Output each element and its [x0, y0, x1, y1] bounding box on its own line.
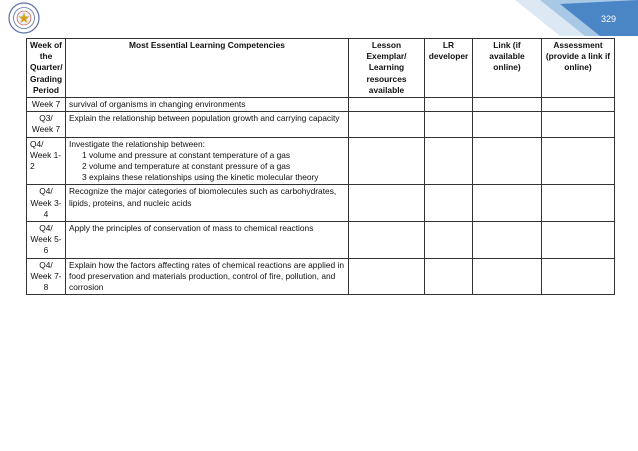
assessment-cell	[542, 98, 615, 112]
week-cell: Week 7	[27, 98, 66, 112]
developer-cell	[425, 258, 473, 295]
table-row	[27, 222, 615, 259]
developer-cell	[425, 222, 473, 259]
developer-cell	[425, 112, 473, 137]
table-header-row	[27, 39, 615, 98]
link-cell	[473, 258, 542, 295]
assessment-cell	[542, 137, 615, 185]
competency-cell: Recognize the major categories of biomolecules such as carbohydrates, lipids, proteins, and nucleic acids	[66, 185, 349, 222]
developer-cell	[425, 185, 473, 222]
developer-cell	[425, 137, 473, 185]
column-header-week: Week of the Quarter/ Grading Period	[27, 39, 66, 98]
lesson-cell	[349, 185, 425, 222]
link-cell	[473, 185, 542, 222]
week-cell: Q3/ Week 7	[27, 112, 66, 137]
developer-cell	[425, 98, 473, 112]
assessment-cell	[542, 112, 615, 137]
competency-cell: Explain how the factors affecting rates of chemical reactions are applied in food preservation and materials production, control of fire, pollution, and corrosion	[66, 258, 349, 295]
column-header-competencies: Most Essential Learning Competencies	[66, 39, 349, 98]
competency-line: 2 volume and temperature at constant pressure of a gas	[82, 161, 291, 172]
link-cell	[473, 222, 542, 259]
week-cell: Q4/ Week 1- 2	[27, 137, 66, 185]
week-cell: Q4/ Week 7- 8	[27, 258, 66, 295]
competency-cell: survival of organisms in changing environments	[66, 98, 349, 112]
assessment-cell	[542, 258, 615, 295]
competency-line: 1 volume and pressure at constant temperature of a gas	[82, 149, 291, 160]
column-header-lr-developer: LR developer	[425, 39, 473, 98]
table-row	[27, 98, 615, 112]
competency-cell: Apply the principles of conservation of mass to chemical reactions	[66, 222, 349, 259]
table-row	[27, 137, 615, 185]
competency-line: 3 explains these relationships using the kinetic molecular theory	[82, 172, 319, 183]
page-number: 329	[600, 14, 616, 24]
column-header-lesson-exemplar: Lesson Exemplar/ Learning resources available	[349, 39, 425, 98]
table-row	[27, 258, 615, 295]
table-row	[27, 185, 615, 222]
lesson-cell	[349, 112, 425, 137]
column-header-link: Link (if available online)	[473, 39, 542, 98]
week-cell: Q4/ Week 5- 6	[27, 222, 66, 259]
competency-cell: Explain the relationship between population growth and carrying capacity	[66, 112, 349, 137]
table-row	[27, 112, 615, 137]
link-cell	[473, 98, 542, 112]
assessment-cell	[542, 222, 615, 259]
lesson-cell	[349, 222, 425, 259]
mel-table	[26, 38, 615, 295]
lesson-cell	[349, 98, 425, 112]
competency-cell	[66, 137, 349, 185]
lesson-cell	[349, 258, 425, 295]
deped-seal-icon	[8, 2, 40, 34]
link-cell	[473, 137, 542, 185]
link-cell	[473, 112, 542, 137]
competency-line: Investigate the relationship between:	[69, 138, 205, 149]
column-header-assessment: Assessment (provide a link if online)	[542, 39, 615, 98]
lesson-cell	[349, 137, 425, 185]
week-cell: Q4/ Week 3- 4	[27, 185, 66, 222]
header-banner	[0, 0, 638, 36]
assessment-cell	[542, 185, 615, 222]
